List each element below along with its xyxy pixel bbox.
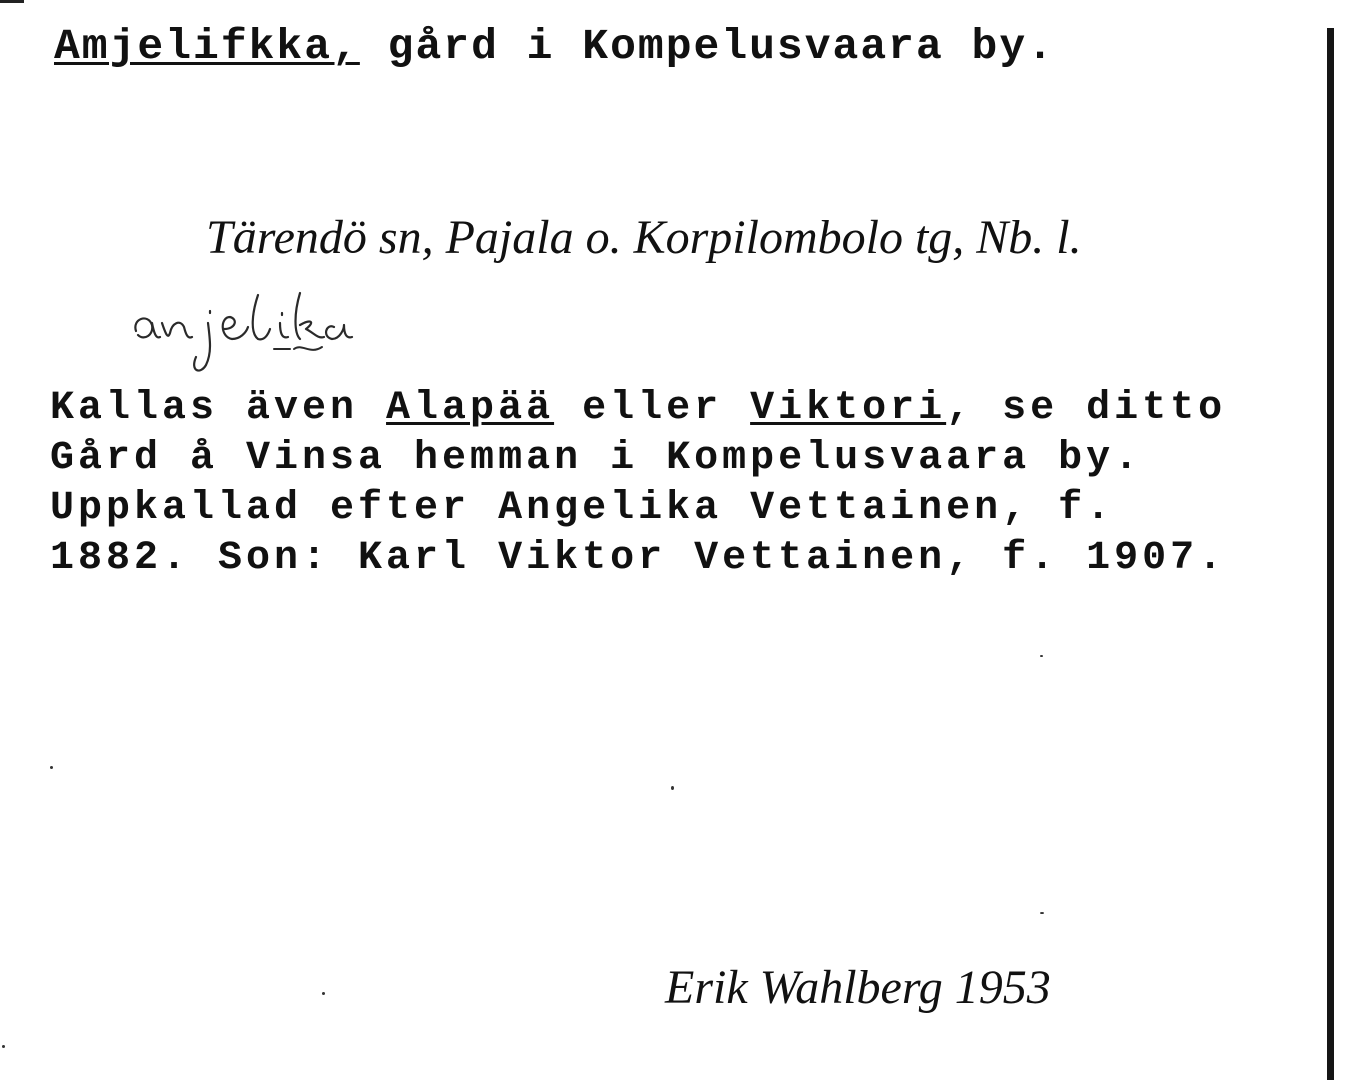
card-title — [54, 22, 1055, 71]
corner-mark — [0, 0, 24, 3]
parish-stamp: Tärendö sn, Pajala o. Korpilombolo tg, Nb. l. — [206, 211, 1082, 264]
body-line-2: Gård å Vinsa hemman i Kompelusvaara by. — [50, 436, 1143, 481]
text-fragment: , se ditto — [946, 386, 1227, 431]
speck — [50, 766, 53, 769]
speck — [671, 786, 674, 790]
speck — [1040, 655, 1043, 657]
alias-viktori: Viktori — [750, 386, 947, 431]
body-line-1 — [50, 384, 1226, 434]
speck — [1040, 912, 1044, 914]
text-fragment: eller — [554, 386, 751, 431]
speck — [322, 992, 325, 995]
card-body — [50, 384, 1226, 584]
signature-stamp: Erik Wahlberg 1953 — [665, 961, 1051, 1014]
place-description: gård i Kompelusvaara by. — [359, 22, 1055, 71]
speck — [2, 1045, 5, 1048]
card-right-edge — [1327, 28, 1334, 1080]
text-fragment: Kallas även — [50, 386, 387, 431]
handwritten-note — [126, 283, 506, 378]
body-line-3: Uppkallad efter Angelika Vettainen, f. — [50, 486, 1115, 531]
alias-alapaa: Alapää — [386, 386, 555, 431]
place-name: Amjelifkka, — [54, 22, 360, 71]
body-line-4: 1882. Son: Karl Viktor Vettainen, f. 1907. — [50, 536, 1227, 581]
